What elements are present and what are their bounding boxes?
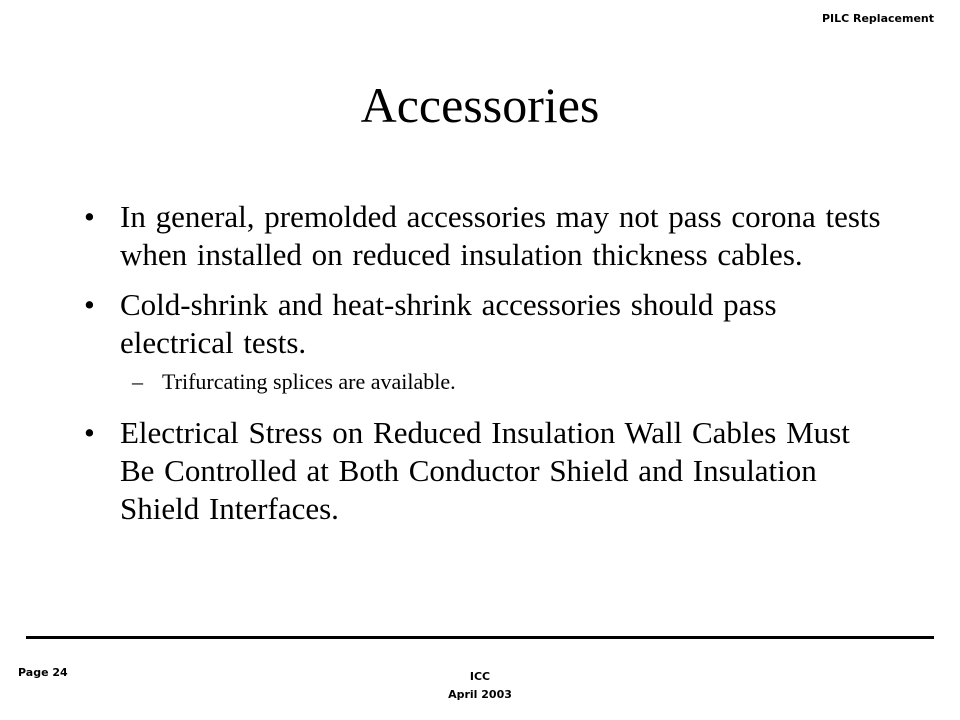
- bullet-item: [84, 414, 884, 528]
- bullet-item: [84, 286, 884, 362]
- slide-title: Accessories: [360, 77, 600, 133]
- bullet-text: In general, premolded accessories may not pass corona tests when installed on reduced insulation thickness cables.: [120, 199, 881, 272]
- header-label: PILC Replacement: [821, 12, 934, 25]
- sub-bullet-marker: –: [132, 369, 143, 394]
- footer-date: April 2003: [448, 688, 512, 701]
- bullet-text: Electrical Stress on Reduced Insulation Wall Cables Must Be Controlled at Both Conductor Shield and Insulation Shield Interfaces.: [120, 415, 850, 526]
- bullet-item: [84, 198, 884, 274]
- bullet-marker: •: [84, 287, 95, 322]
- footer-divider: [26, 636, 934, 639]
- bullet-marker: •: [84, 199, 95, 234]
- sub-bullet-item: [84, 368, 884, 396]
- bullet-list: [84, 198, 884, 540]
- bullet-text: Cold-shrink and heat-shrink accessories should pass electrical tests.: [120, 287, 777, 360]
- page-number: Page 24: [18, 666, 68, 679]
- footer-org: ICC: [469, 670, 491, 683]
- bullet-marker: •: [84, 415, 95, 450]
- sub-bullet-text: Trifurcating splices are available.: [162, 369, 456, 394]
